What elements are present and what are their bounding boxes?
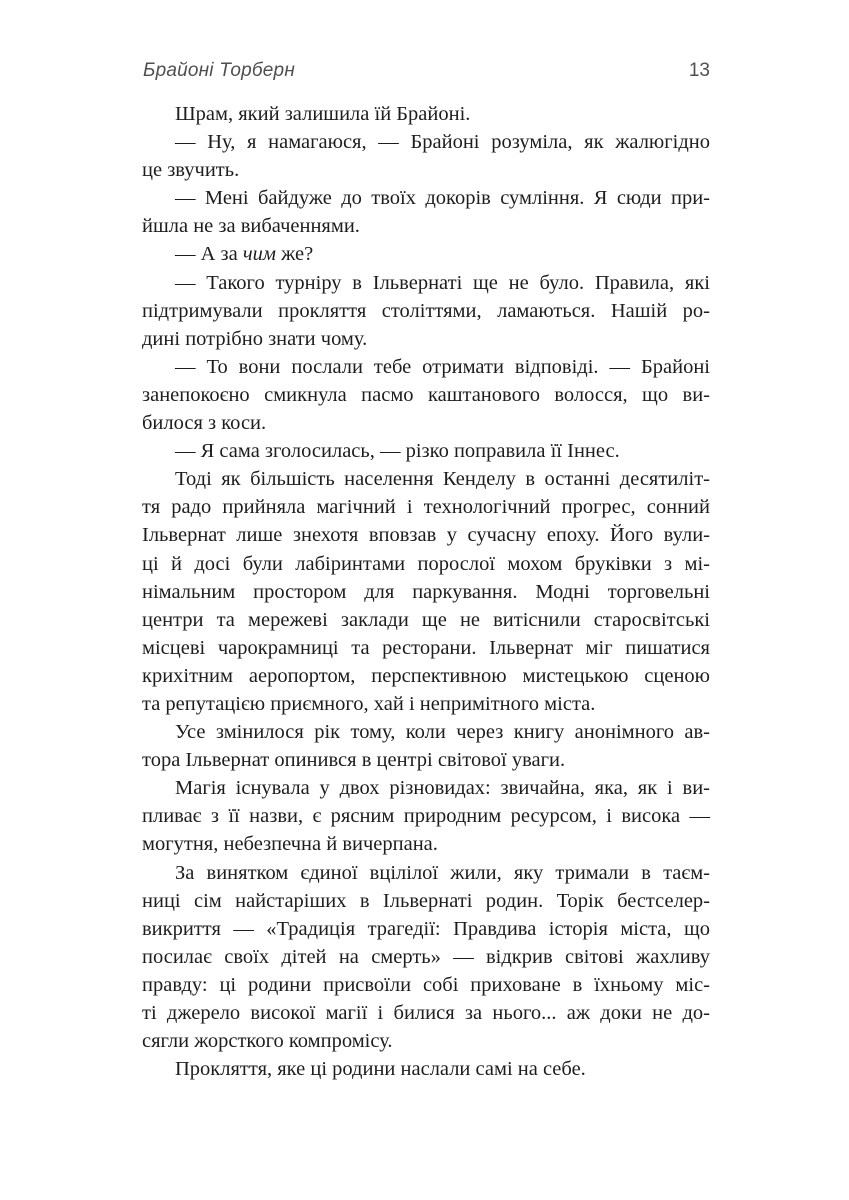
paragraph	[142, 465, 710, 718]
text-line: ті джерело високої магії і билися за нього... аж доки не до-	[142, 1002, 710, 1024]
text-line: йшла не за вибаченнями.	[142, 215, 360, 238]
text-line: місцеві чарокрамниці та ресторани. Ільвернат міг пишатися	[142, 636, 710, 659]
text-line: посилає своїх дітей на смерть» — відкрив світові жахливу	[142, 945, 710, 968]
paragraph	[142, 128, 710, 184]
text-line: сягли жорсткого компромісу.	[142, 1030, 393, 1053]
text-line: — Ну, я намагаюся, — Брайоні розуміла, як жалюгідно	[175, 131, 710, 154]
text-line: тя радо прийняла магічний і технологічний прогрес, сонний	[142, 496, 710, 519]
paragraph	[142, 240, 710, 268]
running-title: Брайоні Торберн	[143, 60, 295, 81]
paragraph	[142, 269, 710, 353]
text-line: — Такого турніру в Ільвернаті ще не було. Правила, які	[175, 271, 710, 294]
text-line: — Я сама зголосилась, — різко поправила її Іннес.	[175, 440, 620, 463]
text-line: та репутацією приємного, хай і непримітного міста.	[142, 692, 596, 715]
paragraph	[142, 437, 710, 465]
text-line: — А за чим же?	[175, 243, 314, 266]
text-line: це звучить.	[142, 159, 240, 182]
paragraph	[142, 718, 710, 774]
text-line: тора Ільвернат опинився в центрі світової уваги.	[142, 749, 566, 772]
page-number: 13	[688, 60, 710, 81]
text-line: — То вони послали тебе отримати відповіді. — Брайоні	[175, 355, 710, 378]
text-line: підтримували прокляття століттями, ламаються. Нашій ро-	[142, 299, 710, 322]
text-line: ниці сім найстаріших в Ільвернаті родин. Торік бестселер-	[142, 889, 710, 912]
text-line: дині потрібно знати чому.	[142, 327, 368, 350]
text-line: Магія існувала у двох різновидах: звичайна, яка, як і ви-	[175, 777, 710, 800]
text-line: могутня, небезпечна й вичерпана.	[142, 833, 438, 856]
text-line: занепокоєно смикнула пасмо каштанового волосся, що ви-	[142, 383, 710, 406]
paragraph	[142, 774, 710, 858]
paragraph	[142, 353, 710, 437]
text-line: крихітним аеропортом, перспективною мистецькою сценою	[142, 664, 710, 687]
text-line: Усе змінилося рік тому, коли через книгу анонімного ав-	[175, 721, 710, 744]
text-line: правду: ці родини присвоїли собі приховане в їхньому міс-	[142, 973, 710, 996]
text-line: — Мені байдуже до твоїх докорів сумління. Я сюди при-	[175, 187, 710, 210]
text-line: німальним простором для паркування. Модні торговельні	[142, 580, 710, 603]
text-line: Шрам, який залишила їй Брайоні.	[175, 103, 471, 125]
text-line: Прокляття, яке ці родини наслали самі на себе.	[175, 1058, 586, 1081]
paragraph	[142, 1055, 710, 1083]
text-line: За винятком єдиної вцілілої жили, яку тримали в таєм-	[175, 861, 710, 884]
text-line: ці й досі були лабіринтами порослої мохом бруківки з мі-	[142, 552, 710, 575]
text-line: пливає з її назви, є рясним природним ресурсом, і висока —	[142, 805, 710, 828]
text-line: Тоді як більшість населення Кенделу в останні десятиліт-	[175, 468, 710, 491]
page-body	[142, 100, 710, 1083]
text-line: викриття — «Традиція трагедії: Правдива історія міста, що	[142, 917, 710, 940]
paragraph	[142, 100, 710, 128]
text-line: билося з коси.	[142, 412, 267, 435]
page-header	[143, 60, 710, 82]
paragraph	[142, 184, 710, 240]
text-line: центри та мережеві заклади ще не витіснили старосвітські	[142, 608, 710, 631]
text-line: Ільвернат лише знехотя вповзав у сучасну епоху. Його вули-	[142, 524, 710, 547]
paragraph	[142, 859, 710, 1056]
